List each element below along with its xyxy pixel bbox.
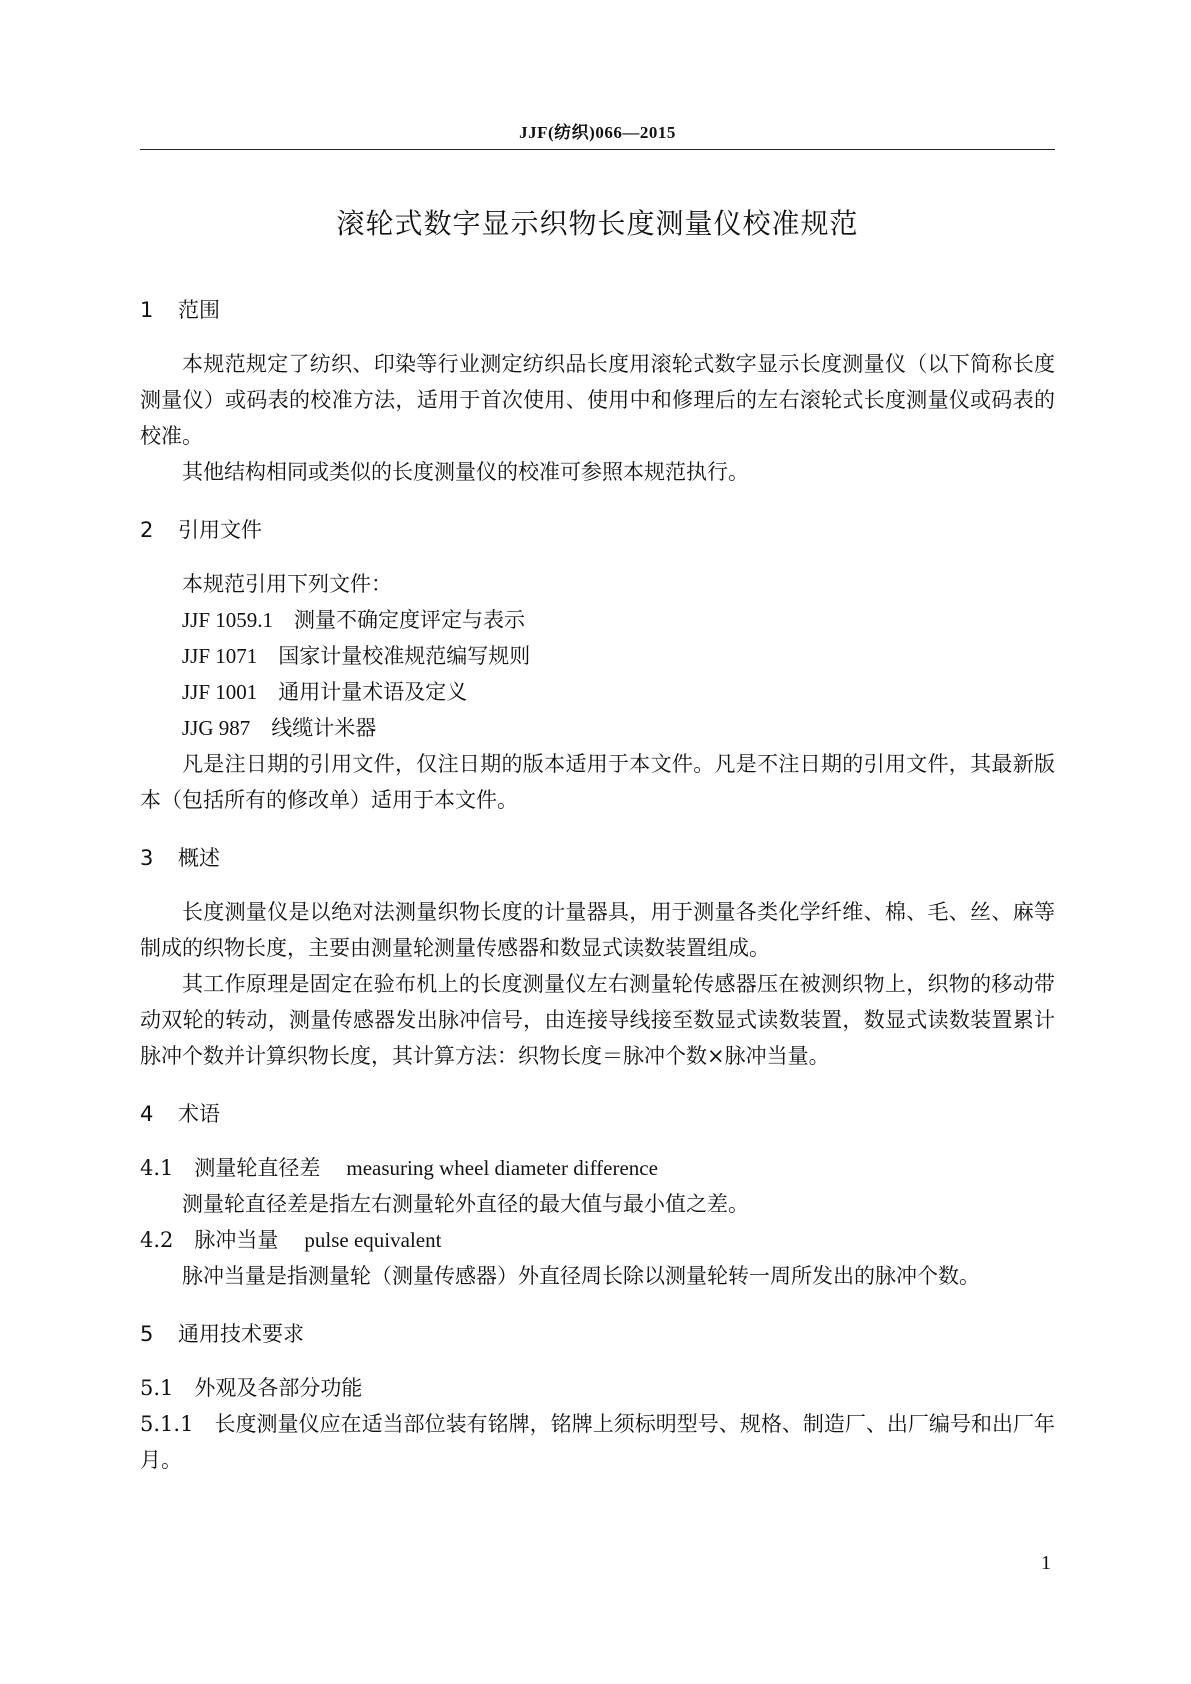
document-title: 滚轮式数字显示织物长度测量仪校准规范 — [336, 207, 859, 240]
term-number: 4.2 — [140, 1228, 174, 1252]
header-divider — [140, 149, 1055, 150]
reference-code: JJF 1071 — [182, 644, 258, 668]
paragraph: 其工作原理是固定在验布机上的长度测量仪左右测量轮传感器压在被测织物上，织物的移动带动双轮的转动，测量传感器发出脉冲信号，由连接导线接至数显式读数装置，数显式读数装置累计脉冲个数并计算织物长度，其计算方法：织物长度＝脉冲个数×脉冲当量。 — [140, 972, 1055, 1068]
reference-item — [140, 674, 1055, 710]
reference-code: JJF 1001 — [182, 680, 258, 704]
section-title: 术语 — [178, 1102, 220, 1126]
reference-name: 线缆计米器 — [271, 716, 377, 740]
section-title: 通用技术要求 — [178, 1322, 304, 1346]
reference-item — [140, 638, 1055, 674]
document-body — [140, 292, 1055, 1478]
section-title: 引用文件 — [178, 518, 262, 542]
page-number: 1 — [1041, 1552, 1051, 1574]
term-en: pulse equivalent — [304, 1228, 442, 1252]
reference-code: JJG 987 — [182, 716, 251, 740]
section-number: 2 — [140, 518, 154, 542]
references-intro: 本规范引用下列文件： — [182, 572, 392, 596]
term-zh: 脉冲当量 — [194, 1228, 279, 1252]
paragraph: 其他结构相同或类似的长度测量仪的校准可参照本规范执行。 — [182, 460, 749, 484]
reference-name: 测量不确定度评定与表示 — [294, 608, 526, 632]
term-definition: 测量轮直径差是指左右测量轮外直径的最大值与最小值之差。 — [182, 1192, 749, 1216]
reference-item — [140, 710, 1055, 746]
section-heading-2 — [140, 512, 1055, 548]
section-title: 概述 — [178, 846, 220, 870]
paragraph: 本规范规定了纺织、印染等行业测定纺织品长度用滚轮式数字显示长度测量仪（以下简称长度测量仪）或码表的校准方法，适用于首次使用、使用中和修理后的左右滚轮式长度测量仪或码表的校准。 — [140, 352, 1055, 448]
clause-number: 5.1.1 — [140, 1412, 194, 1436]
clause-text: 长度测量仪应在适当部位装有铭牌，铭牌上须标明型号、规格、制造厂、出厂编号和出厂年月。 — [140, 1412, 1056, 1472]
section-number: 1 — [140, 298, 154, 322]
section-heading-5 — [140, 1316, 1055, 1352]
paragraph: 长度测量仪是以绝对法测量织物长度的计量器具，用于测量各类化学纤维、棉、毛、丝、麻等制成的织物长度，主要由测量轮测量传感器和数显式读数装置组成。 — [140, 900, 1055, 960]
term-zh: 测量轮直径差 — [194, 1156, 321, 1180]
section-heading-4 — [140, 1096, 1055, 1132]
clause — [140, 1406, 1055, 1478]
term-heading — [140, 1222, 1055, 1258]
subsection-number: 5.1 — [140, 1376, 174, 1400]
references-note: 凡是注日期的引用文件，仅注日期的版本适用于本文件。凡是不注日期的引用文件，其最新版本（包括所有的修改单）适用于本文件。 — [140, 752, 1055, 812]
section-number: 5 — [140, 1322, 154, 1346]
reference-name: 国家计量校准规范编写规则 — [278, 644, 531, 668]
document-code-header: JJF(纺织)066—2015 — [519, 123, 676, 142]
term-en: measuring wheel diameter difference — [346, 1156, 658, 1180]
term-definition: 脉冲当量是指测量轮（测量传感器）外直径周长除以测量轮转一周所发出的脉冲个数。 — [182, 1264, 980, 1288]
section-number: 4 — [140, 1102, 154, 1126]
reference-code: JJF 1059.1 — [182, 608, 274, 632]
section-heading-3 — [140, 840, 1055, 876]
section-title: 范围 — [178, 298, 220, 322]
reference-name: 通用计量术语及定义 — [278, 680, 468, 704]
term-number: 4.1 — [140, 1156, 174, 1180]
section-number: 3 — [140, 846, 154, 870]
section-heading-1 — [140, 292, 1055, 328]
subsection-title: 外观及各部分功能 — [194, 1376, 363, 1400]
subsection-heading — [140, 1370, 1055, 1406]
reference-item — [140, 602, 1055, 638]
term-heading — [140, 1150, 1055, 1186]
